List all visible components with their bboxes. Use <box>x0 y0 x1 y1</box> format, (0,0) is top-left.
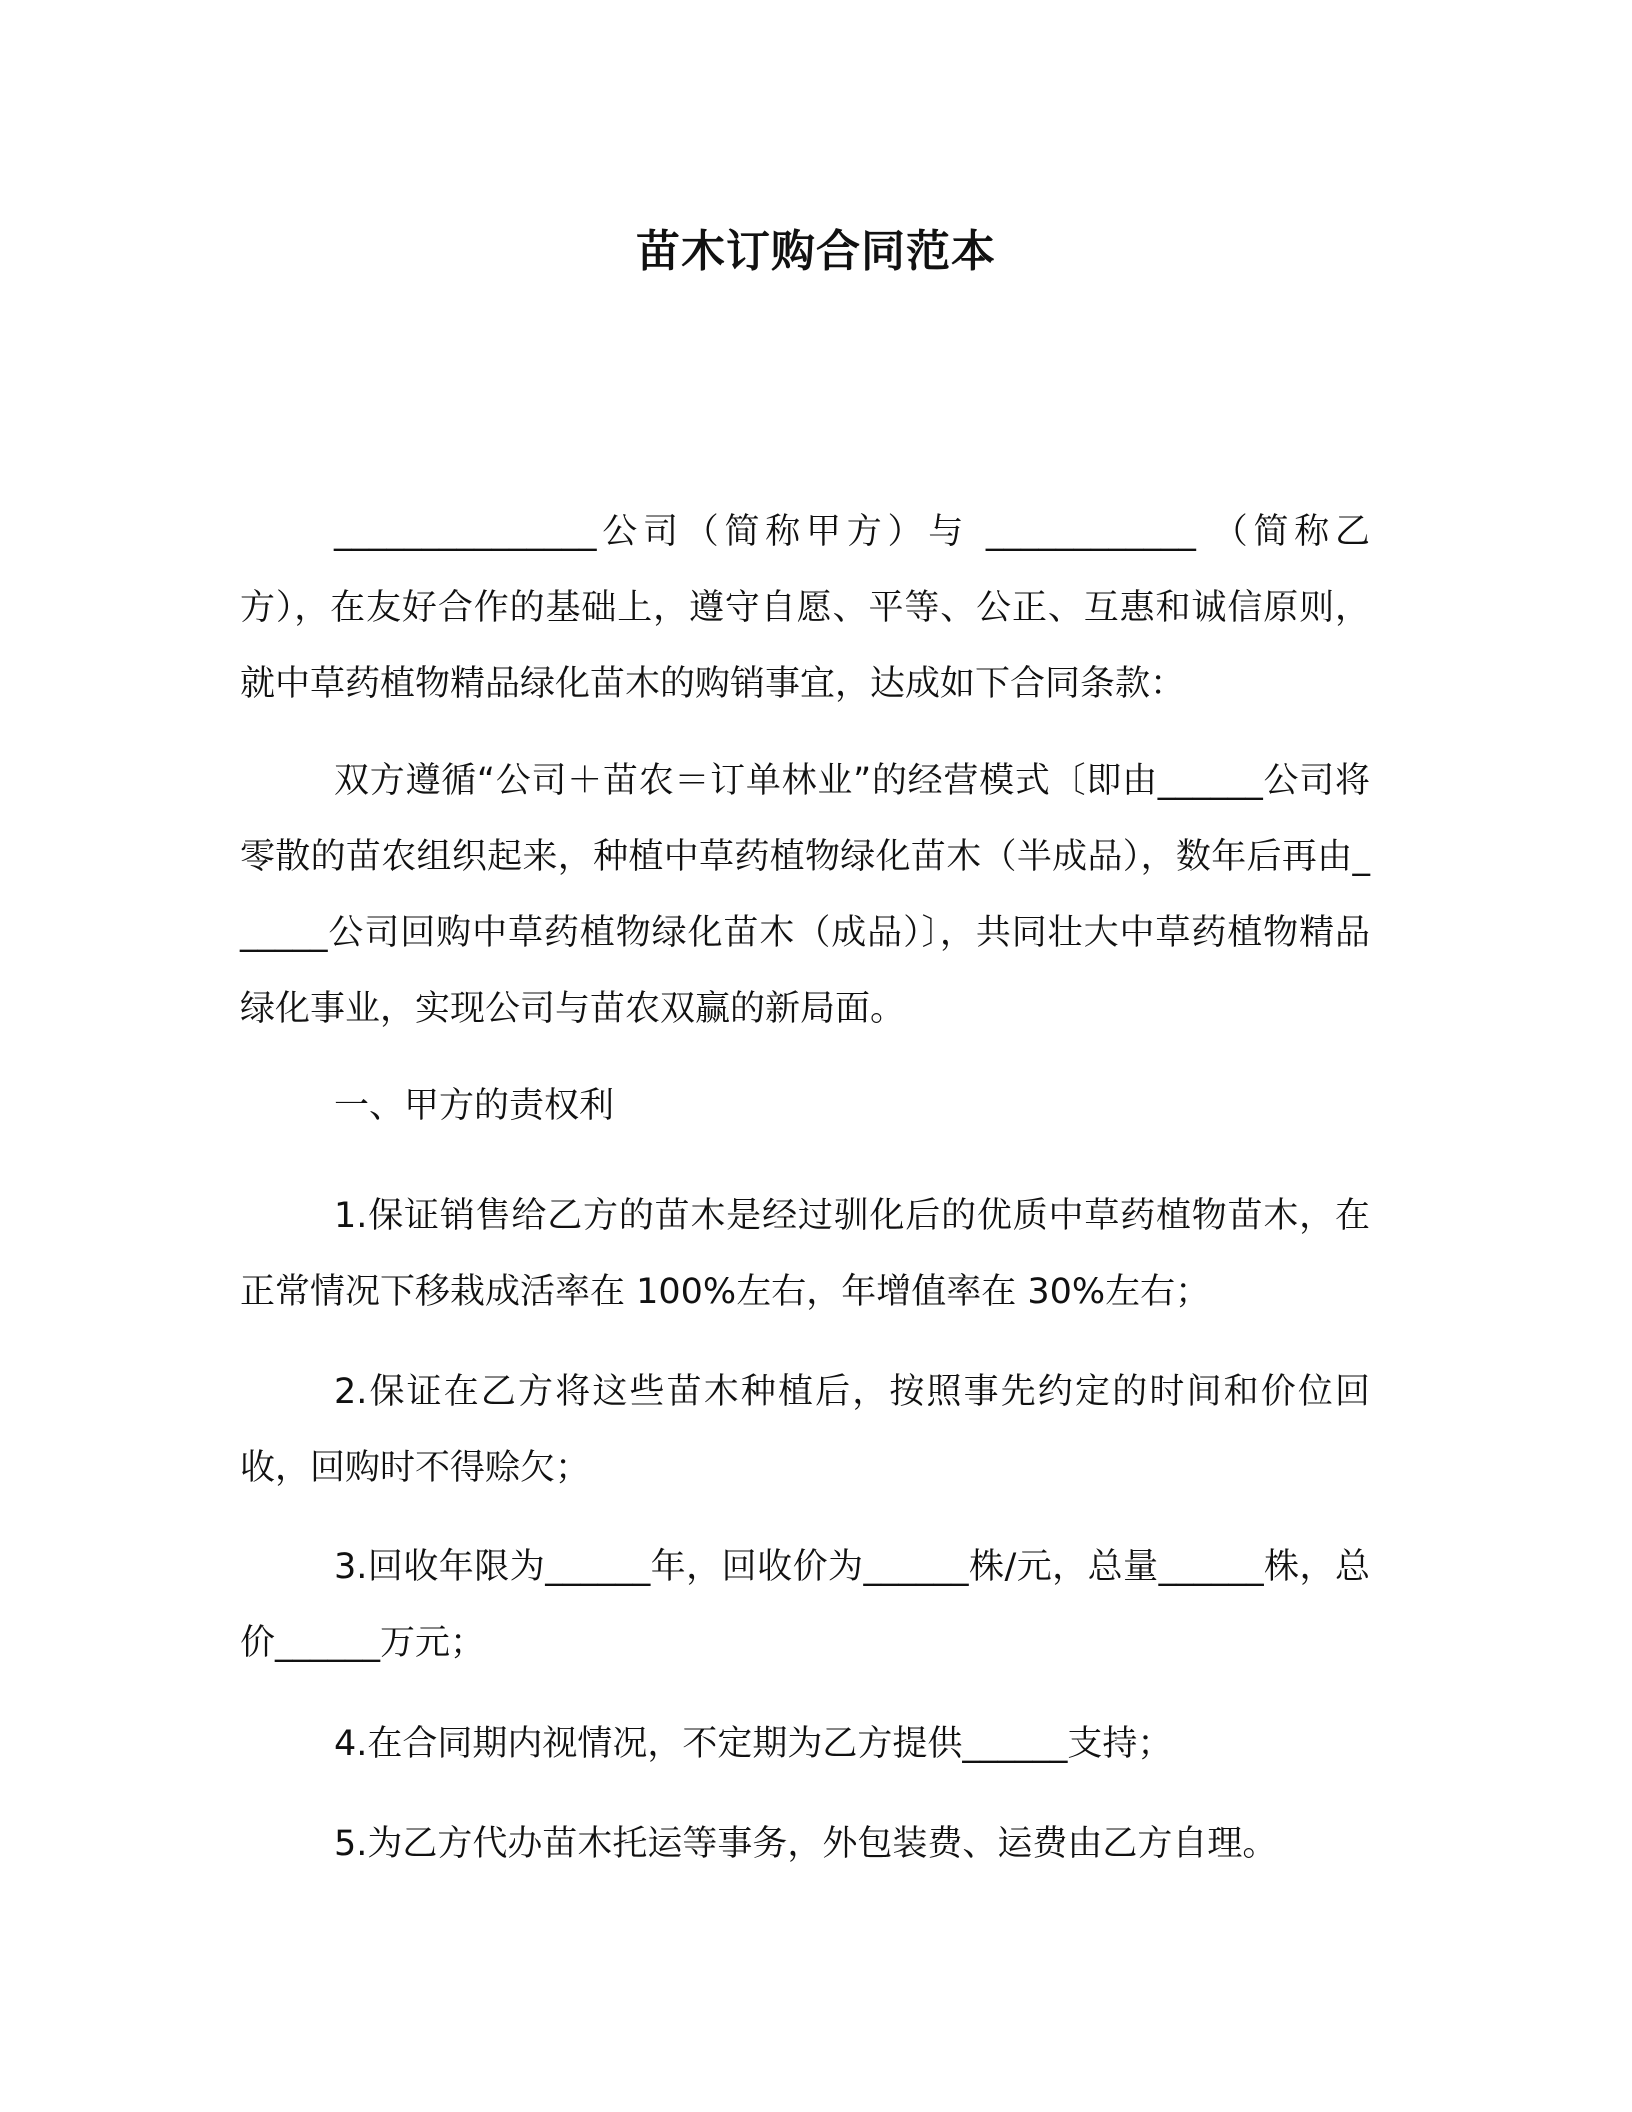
document-title: 苗木订购合同范本 <box>636 226 996 277</box>
clause-item-5: 5.为乙方代办苗木托运等事务，外包装费、运费由乙方自理。 <box>334 1824 1278 1864</box>
clause-item-2: 2.保证在乙方将这些苗木种植后，按照事先约定的时间和价位回收，回购时不得赊欠； <box>240 1372 1370 1488</box>
section-heading-party-a: 一、甲方的责权利 <box>334 1086 615 1126</box>
clause-item-1: 1.保证销售给乙方的苗木是经过驯化后的优质中草药植物苗木，在正常情况下移栽成活率在 100%左右，年增值率在 30%左右； <box>240 1196 1370 1312</box>
model-paragraph: 双方遵循“公司＋苗农＝订单林业”的经营模式〔即由______公司将零散的苗农组织起来，种植中草药植物绿化苗木（半成品），数年后再由______公司回购中草药植物绿化苗木（成品）〕，共同壮大中草药植物精品绿化事业，实现公司与苗农双赢的新局面。 <box>240 761 1370 1029</box>
clause-item-3: 3.回收年限为______年，回收价为______株/元，总量______株，总价______万元； <box>240 1547 1370 1663</box>
clause-item-4: 4.在合同期内视情况，不定期为乙方提供______支持； <box>334 1724 1173 1764</box>
intro-paragraph: _______________公司（简称甲方）与 ____________ （简称乙方），在友好合作的基础上，遵守自愿、平等、公正、互惠和诚信原则，就中草药植物精品绿化苗木的购销事宜，达成如下合同条款： <box>240 512 1370 704</box>
